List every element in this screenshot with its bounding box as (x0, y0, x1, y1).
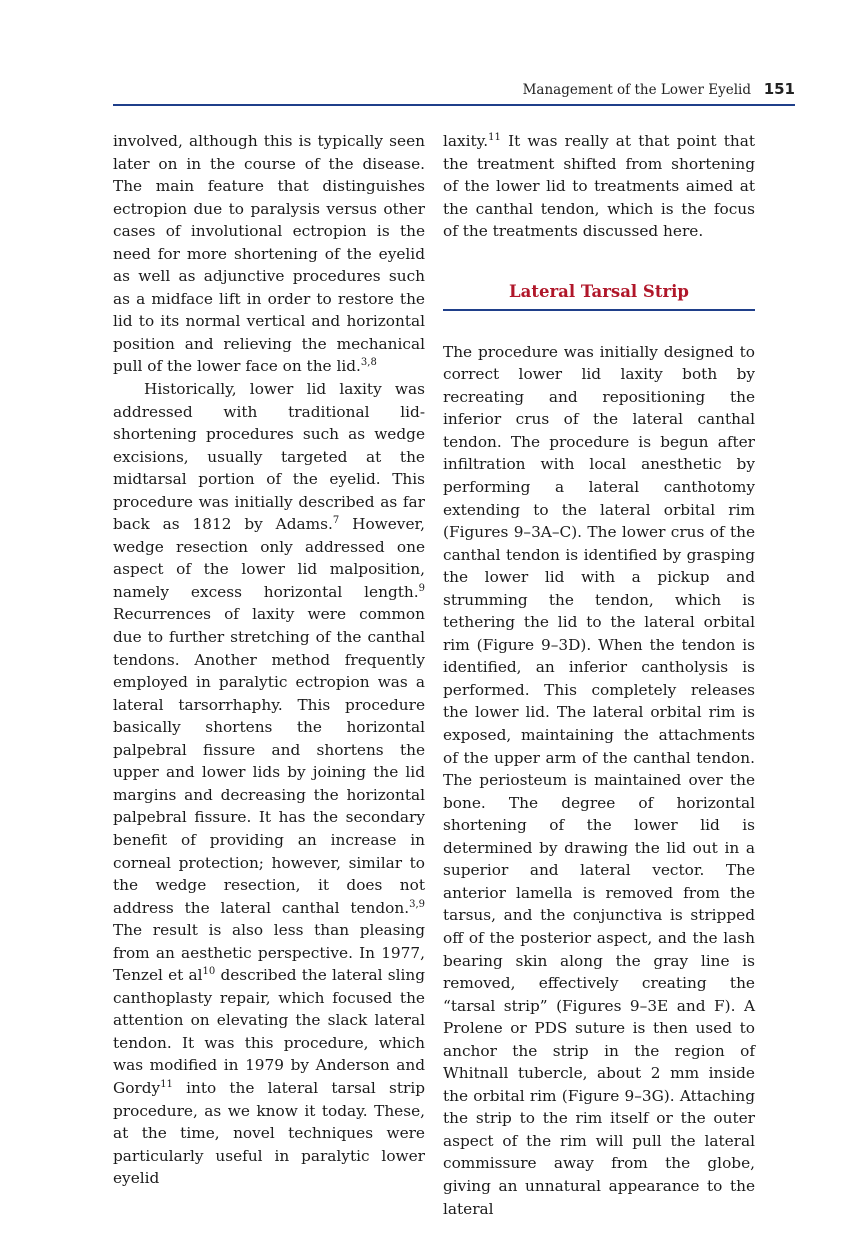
citation: 10 (202, 966, 216, 978)
right-column (443, 130, 755, 1220)
paragraph: Historically, lower lid laxity was addressed with traditional lid-shortening procedures such as wedge excisions, usually targeted at the midtarsal portion of the eyelid. This procedure was initially described as far back as 1812 by Adams.$^7$ However, wedge resection only addressed one aspect of the lower lid malposition, namely excess horizontal length.$^9$ Recurrences of laxity were common due to further stretching of the canthal tendons. Another method frequently employed in paralytic ectropion was a lateral tarsorrhaphy. This procedure basically shortens the horizontal palpebral fissure and shortens the upper and lower lids by joining the lid margins and decreasing the horizontal palpebral fissure. It has the secondary benefit of providing an increase in corneal protection; however, similar to the wedge resection, it does not address the lateral canthal tendon.$^{3,9}$ The result is also less than pleasing from an aesthetic perspective. In 1977, Tenzel et $al^{10}$ described the lateral sling canthoplasty repair, which focused the attention on elevating the slack lateral tendon. It was this procedure, which was modified in 1979 by Anderson and Gordy$^{11}$ into the lateral tarsal strip procedure, as we know it today. These, at the time, novel techniques were particularly useful in paralytic lower eyelid (113, 380, 425, 1188)
spacer (443, 243, 755, 281)
section-heading: Lateral Tarsal Strip (443, 281, 755, 311)
paragraph: laxity.$^{11}$ It was really at that point that the treatment shifted from shortening of the lower lid to treatments aimed at the canthal tendon, which is the focus of the treatments discussed here. (443, 131, 755, 241)
citation: 7 (332, 515, 340, 527)
left-column (113, 130, 425, 1190)
header-rule (113, 104, 795, 106)
citation: 3,9 (409, 898, 425, 910)
running-head (113, 80, 795, 104)
paragraph: The procedure was initially designed to correct lower lid laxity both by recreating and repositioning the inferior crus of the lateral canthal tendon. The procedure is begun after infiltration with local anesthetic by performing a lateral canthotomy extending to the lateral orbital rim (Figures 9–3A–C). The lower crus of the canthal tendon is identified by grasping the lower lid with a pickup and strumming the tendon, which is tethering the lid to the lateral orbital rim (Figure 9–3D). When the tendon is identified, an inferior cantholysis is performed. This completely releases the lower lid. The lateral orbital rim is exposed, maintaining the attachments of the upper arm of the canthal tendon. The periosteum is maintained over the bone. The degree of horizontal shortening of the lower lid is determined by drawing the lid out in a superior and lateral vector. The anterior lamella is removed from the tarsus, and the conjunctiva is stripped off of the posterior aspect, and the lash bearing skin along the gray line is removed, effectively creating the “tarsal strip” (Figures 9–3E and F). A Prolene or PDS suture is then used to anchor the strip in the region of Whitnall tubercle, about 2 mm inside the orbital rim (Figure 9–3G). Attaching the strip to the rim itself or the outer aspect of the rim will pull the lateral commissure away from the globe, giving an unnatural appearance to the lateral (443, 342, 755, 1218)
citation: 9 (418, 582, 425, 594)
running-title: Management of the Lower Eyelid (522, 82, 751, 98)
paragraph: involved, although this is typically seen later on in the course of the disease. The main feature that distinguishes ectropion due to paralysis versus other cases of involutional ectropion is the need for more shortening of the eyelid as well as adjunctive procedures such as a midface lift in order to restore the lid to its normal vertical and horizontal position and relieving the mechanical pull of the lower face on the lid.$^{3,8}$ (113, 132, 425, 376)
citation: 11 (488, 131, 501, 143)
citation: 11 (160, 1078, 173, 1090)
page-number: 151 (763, 80, 795, 98)
citation: 3,8 (360, 357, 377, 369)
